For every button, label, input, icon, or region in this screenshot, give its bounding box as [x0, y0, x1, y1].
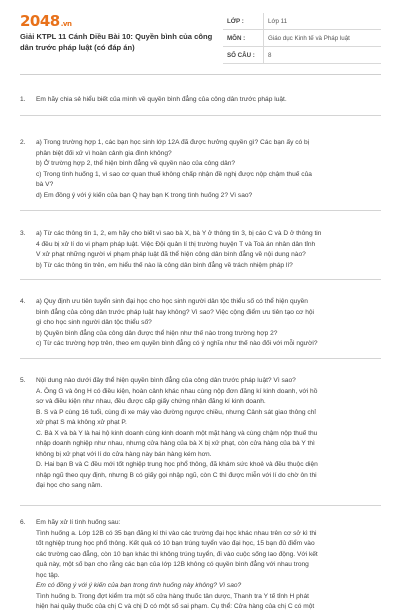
meta-value-subject: Giáo dục Kinh tế và Pháp luật [264, 30, 382, 47]
question-number: 2. [20, 139, 26, 146]
question-line: b) Quyền bình đẳng của công dân được thể hiện như thế nào trong trường hợp 2? [36, 329, 278, 337]
question-line: 4 đều bị xử lí do vi phạm pháp luật. Việc Đội quản lí thị trường huyện T và Toà án nhân dân tỉnh [36, 240, 316, 248]
question-line: các trường cao đẳng, còn 10 bạn khác thì không trúng tuyển, đi vào cuộc sống lao động. Với kết [36, 550, 318, 558]
logo-main: 2048 [20, 12, 60, 30]
question-line: a) Trong trường hợp 1, các bạn học sinh lớp 12A đã được hưởng quyền gì? Các bạn ấy có bị [36, 139, 310, 146]
meta-row-subject [223, 30, 381, 47]
question-line: sơ và điều kiện như nhau, đều được cấp giấy chứng nhận đăng kí kinh doanh. [36, 398, 266, 405]
meta-label-grade: LỚP : [223, 13, 264, 30]
question-2 [20, 138, 381, 201]
question-line: c) Từ các trường hợp trên, theo em quyền bình đẳng có ý nghĩa như thế nào đối với mỗi người? [36, 340, 318, 347]
question-line: a) Quy định ưu tiên tuyển sinh đại học cho học sinh người dân tộc thiểu số có thể hiện quyền [36, 298, 308, 305]
question-line: bình đẳng của công dân trước pháp luật hay không? Vì sao? Việc cộng điểm ưu tiên tạo cơ hội [36, 308, 314, 316]
question-divider [20, 210, 381, 211]
question-number: 4. [20, 298, 26, 305]
question-line: quả này, một số bạn cho rằng các bạn của lớp 12B không có quyền bình đẳng với nhau trong [36, 561, 309, 568]
question-line: phân biệt đối xử vì hoàn cảnh gia đình không? [36, 149, 172, 157]
question-number: 5. [20, 377, 26, 384]
header-divider [20, 74, 381, 75]
question-line: Tình huống b. Trong đợt kiểm tra một số cửa hàng thuốc tân dược, Thanh tra Y tế tỉnh H phát [36, 592, 309, 600]
question-line: Em có đồng ý với ý kiến của bạn trong tình huống này không? Vì sao? [36, 582, 242, 589]
question-line: học tập. [36, 571, 60, 579]
question-line: V xử phạt những người vi phạm pháp luật đã thể hiện công dân bình đẳng về nội dung nào? [36, 251, 306, 258]
site-logo[interactable] [20, 12, 71, 30]
question-line: b) Ở trường hợp 2, thể hiện bình đẳng về quyền nào của công dân? [36, 160, 236, 167]
question-line: xử phạt S mà không xử phạt P. [36, 419, 127, 426]
meta-label-count: SỐ CÂU : [223, 47, 264, 64]
question-line: không bị xử phạt với lí do cửa hàng này bán hàng kém hơn. [36, 450, 212, 458]
question-number: 1. [20, 96, 26, 103]
question-line: nhập ngũ theo quy định, nhưng B có giấy gọi nhập ngũ, còn C thì được miễn với lí do chờ ôn thi [36, 471, 317, 479]
question-1 [20, 95, 381, 106]
question-divider [20, 358, 381, 359]
question-line: đại học cho sang năm. [36, 482, 103, 489]
meta-row-count [223, 47, 381, 64]
question-line: D. Hai bạn B và C đều mới tốt nghiệp trung học phổ thông, đã khám sức khoẻ và đều thuộc diện [36, 461, 318, 468]
logo-tld: .vn [60, 20, 72, 28]
question-5 [20, 376, 381, 492]
question-line: d) Em đồng ý với ý kiến của bạn Q hay bạn K trong tình huống 2? Vì sao? [36, 191, 253, 199]
question-line: Tình huống a. Lớp 12B có 35 bạn đăng kí thi vào các trường đại học khác nhau trên cơ sở kì thi [36, 529, 317, 537]
question-6 [20, 518, 381, 613]
question-line: gì cho học sinh người dân tộc thiểu số? [36, 319, 152, 326]
question-line: A. Ông G và ông H có điều kiện, hoàn cảnh khác nhau cùng nộp đơn đăng kí kinh doanh, với hồ [36, 387, 318, 395]
question-line: C. Bà X và bà Y là hai hộ kinh doanh cùng kinh doanh một mặt hàng và cùng chậm nộp thuế thu [36, 429, 318, 437]
meta-value-count: 8 [264, 47, 382, 64]
question-line: B. S và P cùng 16 tuổi, cùng đi xe máy vào đường ngược chiều, nhưng Cảnh sát giao thông chỉ [36, 408, 316, 416]
meta-table [223, 13, 381, 64]
question-4 [20, 297, 381, 350]
question-line: bà V? [36, 181, 54, 188]
question-line: Em hãy xử lí tình huống sau: [36, 519, 121, 526]
meta-row-grade [223, 13, 381, 30]
question-line: hiện hai quầy thuốc của chị C và chị D có một số sai phạm. Cụ thể: Cửa hàng của chị C có một [36, 603, 315, 610]
question-3 [20, 229, 381, 271]
question-divider [20, 505, 381, 506]
question-line: Em hãy chia sẻ hiểu biết của mình về quyền bình đẳng của công dân trước pháp luật. [36, 96, 287, 103]
question-line: Nội dung nào dưới đây thể hiện quyền bình đẳng của công dân trước pháp luật? Vì sao? [36, 377, 296, 384]
meta-value-grade: Lớp 11 [264, 13, 382, 30]
meta-label-subject: MÔN : [223, 30, 264, 47]
question-line: tốt nghiệp trung học phổ thông. Kết quả có 10 bạn trúng tuyển vào đại học, 15 bạn đủ điểm vào [36, 540, 315, 547]
question-divider [20, 279, 381, 280]
page-title: Giải KTPL 11 Cánh Diều Bài 10: Quyền bình của công dân trước pháp luật (có đáp án) [20, 32, 213, 52]
question-line: a) Từ các thông tin 1, 2, em hãy cho biết vì sao bà X, bà Y ở thông tin 3, bị cáo C và D ở thông tin [36, 230, 322, 237]
question-line: b) Từ các thông tin trên, em hiểu thế nào là công dân bình đẳng về trách nhiệm pháp lí? [36, 261, 293, 269]
question-divider [20, 115, 381, 116]
question-number: 3. [20, 230, 26, 237]
question-line: nhập doanh nghiệp như nhau, nhưng cửa hàng của bà X bị xử phạt, còn cửa hàng của bà Y thì [36, 440, 315, 447]
question-number: 6. [20, 519, 26, 526]
question-line: c) Trong tình huống 1, vì sao cơ quan thuế không chấp nhận đề nghị được nộp chậm thuế của [36, 170, 312, 178]
